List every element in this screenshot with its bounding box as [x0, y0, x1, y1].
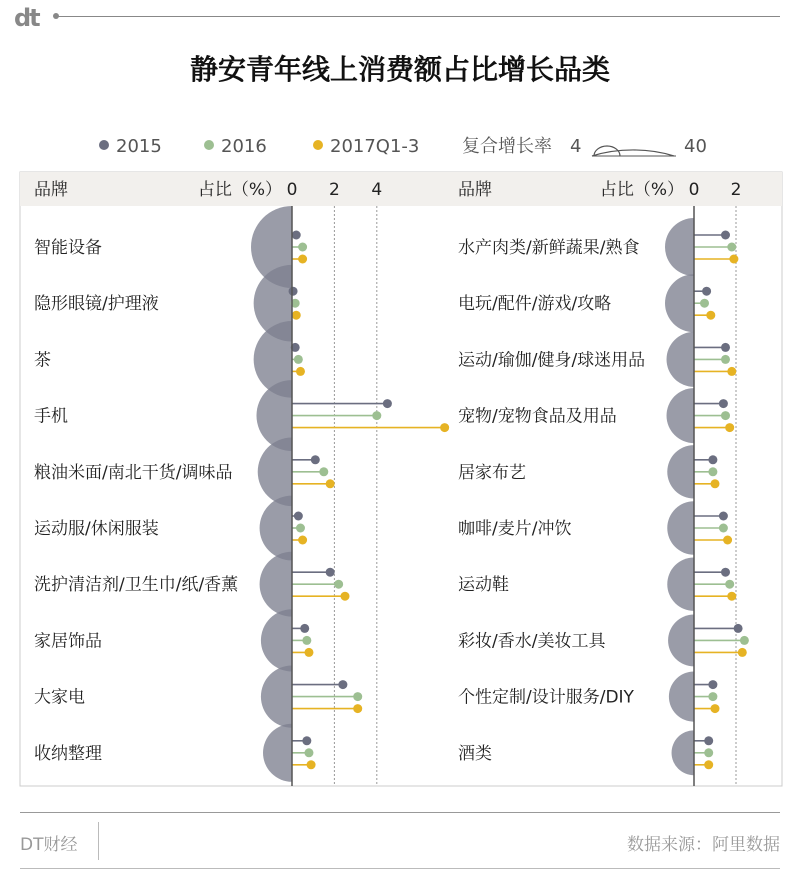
lollipop-dot-2015	[292, 231, 301, 240]
tick-label-2: 2	[730, 180, 742, 200]
lollipop-dot-2016	[727, 243, 736, 252]
right-header-category: 品牌	[458, 180, 492, 200]
lollipop-dot-2017Q1-3	[727, 367, 736, 376]
category-label: 咖啡/麦片/冲饮	[458, 519, 572, 539]
lollipop-dot-2017Q1-3	[729, 255, 738, 264]
category-label: 电玩/配件/游戏/攻略	[458, 294, 612, 315]
lollipop-dot-2015	[734, 624, 743, 633]
lollipop-dot-2017Q1-3	[723, 536, 732, 545]
tick-label-0: 0	[286, 180, 298, 200]
lollipop-dot-2015	[704, 736, 713, 745]
legend-growth-max: 40	[684, 136, 707, 157]
category-label: 运动服/休闲服装	[34, 519, 159, 539]
footer-divider	[20, 812, 780, 813]
legend-label-2016: 2016	[221, 136, 267, 157]
footer-source: 数据来源：阿里数据	[627, 835, 780, 855]
footer-separator	[98, 822, 99, 860]
lollipop-dot-2016	[725, 580, 734, 589]
lollipop-dot-2017Q1-3	[341, 592, 350, 601]
lollipop-dot-2016	[704, 748, 713, 757]
legend-size-large	[592, 150, 674, 156]
category-label: 酒类	[458, 743, 492, 764]
left-header-share: 占比（%）	[197, 180, 282, 200]
lollipop-dot-2017Q1-3	[296, 367, 305, 376]
lollipop-dot-2016	[740, 636, 749, 645]
category-label: 运动/瑜伽/健身/球迷用品	[458, 350, 646, 371]
category-label: 家居饰品	[34, 631, 102, 652]
category-label: 手机	[34, 406, 68, 427]
lollipop-dot-2016	[700, 299, 709, 308]
lollipop-dot-2016	[721, 411, 730, 420]
category-label: 智能设备	[34, 238, 102, 258]
legend-growth-label: 复合增长率	[462, 136, 552, 157]
category-label: 洗护清洁剂/卫生巾/纸/香薰	[34, 575, 239, 596]
lollipop-dot-2016	[719, 524, 728, 533]
lollipop-dot-2016	[294, 355, 303, 364]
lollipop-dot-2016	[708, 467, 717, 476]
lollipop-dot-2015	[311, 455, 320, 464]
tick-label-4: 4	[371, 180, 383, 200]
lollipop-dot-2015	[721, 231, 730, 240]
lollipop-dot-2015	[300, 624, 309, 633]
lollipop-dot-2017Q1-3	[298, 255, 307, 264]
category-label: 茶	[34, 350, 51, 371]
right-header-share: 占比（%）	[599, 180, 684, 200]
lollipop-dot-2015	[326, 568, 335, 577]
footer-bottom-line	[20, 868, 780, 869]
category-label: 隐形眼镜/护理液	[34, 294, 159, 315]
lollipop-dot-2017Q1-3	[298, 536, 307, 545]
lollipop-dot-2017Q1-3	[326, 479, 335, 488]
left-header-category: 品牌	[34, 180, 68, 200]
category-label: 粮油米面/南北干货/调味品	[34, 462, 233, 483]
legend-dot-2017	[313, 140, 323, 150]
lollipop-dot-2016	[296, 524, 305, 533]
category-label: 宠物/宠物食品及用品	[458, 406, 617, 427]
lollipop-dot-2017Q1-3	[353, 704, 362, 713]
lollipop-dot-2016	[353, 692, 362, 701]
lollipop-dot-2015	[721, 568, 730, 577]
category-label: 居家布艺	[458, 462, 526, 483]
category-label: 彩妆/香水/美妆工具	[458, 631, 606, 652]
tick-label-0: 0	[688, 180, 700, 200]
lollipop-dot-2016	[304, 748, 313, 757]
lollipop-dot-2015	[719, 399, 728, 408]
lollipop-dot-2016	[319, 467, 328, 476]
lollipop-dot-2015	[708, 455, 717, 464]
lollipop-dot-2016	[708, 692, 717, 701]
legend-label-2015: 2015	[116, 136, 162, 157]
category-label: 收纳整理	[34, 743, 102, 764]
lollipop-dot-2017Q1-3	[292, 311, 301, 320]
lollipop-dot-2017Q1-3	[738, 648, 747, 657]
logo: dt	[14, 4, 39, 32]
lollipop-dot-2015	[302, 736, 311, 745]
legend-label-2017: 2017Q1-3	[330, 136, 420, 157]
lollipop-dot-2015	[338, 680, 347, 689]
legend-growth-min: 4	[570, 136, 582, 157]
category-label: 运动鞋	[458, 575, 509, 596]
lollipop-dot-2016	[334, 580, 343, 589]
category-label: 个性定制/设计服务/DIY	[458, 687, 634, 708]
lollipop-dot-2017Q1-3	[704, 760, 713, 769]
legend	[99, 136, 707, 157]
chart-title: 静安青年线上消费额占比增长品类	[189, 53, 610, 86]
lollipop-dot-2016	[302, 636, 311, 645]
lollipop-dot-2016	[721, 355, 730, 364]
lollipop-dot-2016	[298, 243, 307, 252]
legend-dot-2016	[204, 140, 214, 150]
legend-dot-2015	[99, 140, 109, 150]
lollipop-dot-2017Q1-3	[727, 592, 736, 601]
lollipop-dot-2015	[721, 343, 730, 352]
lollipop-dot-2015	[383, 399, 392, 408]
tick-label-2: 2	[328, 180, 340, 200]
category-label: 大家电	[34, 687, 85, 708]
lollipop-dot-2017Q1-3	[706, 311, 715, 320]
footer-brand: DT财经	[20, 835, 78, 855]
lollipop-dot-2015	[289, 287, 298, 296]
category-label: 水产肉类/新鲜蔬果/熟食	[458, 238, 640, 258]
lollipop-dot-2017Q1-3	[725, 423, 734, 432]
lollipop-dot-2017Q1-3	[307, 760, 316, 769]
lollipop-dot-2016	[372, 411, 381, 420]
lollipop-dot-2015	[708, 680, 717, 689]
lollipop-dot-2015	[702, 287, 711, 296]
lollipop-dot-2015	[294, 512, 303, 521]
lollipop-dot-2017Q1-3	[711, 704, 720, 713]
lollipop-dot-2017Q1-3	[711, 479, 720, 488]
lollipop-dot-2015	[719, 512, 728, 521]
lollipop-dot-2017Q1-3	[440, 423, 449, 432]
lollipop-dot-2017Q1-3	[304, 648, 313, 657]
